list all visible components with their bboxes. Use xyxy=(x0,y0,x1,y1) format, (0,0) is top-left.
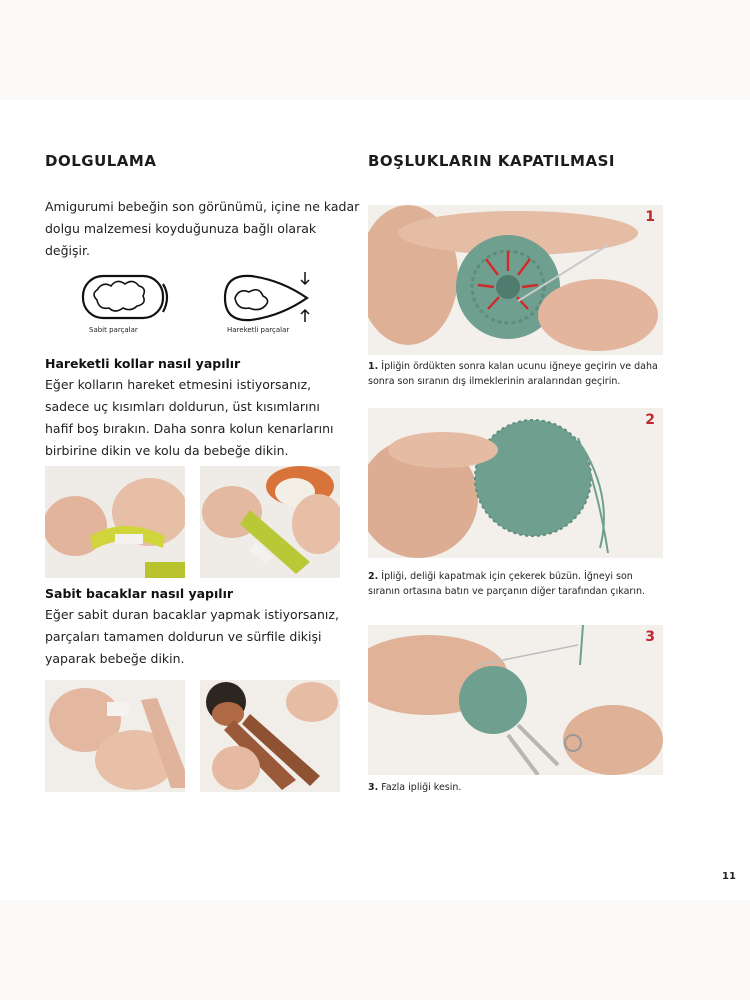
step-3-number: 3 xyxy=(645,629,655,645)
step-1-caption-text: İpliğin ördükten sonra kalan ucunu iğneye geçirin ve daha sonra son sıranın dış ilmeklerinin aralarından geçirin. xyxy=(368,361,658,387)
step-2-caption-text: İpliği, deliği kapatmak için çekerek büzün. İğneyi son sıranın ortasına batın ve parçanın diğer tarafından çıkarın. xyxy=(368,571,646,597)
step-3-caption-text: Fazla ipliği kesin. xyxy=(381,782,462,793)
step-2-photo-art xyxy=(368,408,663,558)
moving-parts-label: Hareketli parçalar xyxy=(227,326,290,334)
step-1-number: 1 xyxy=(645,209,655,225)
step-1-caption-number: 1. xyxy=(368,361,379,372)
step-2-caption-number: 2. xyxy=(368,571,379,582)
page-number: 11 xyxy=(722,871,736,882)
leg-photo-1 xyxy=(45,680,185,792)
step-2-photo xyxy=(368,408,663,558)
stuffing-diagram xyxy=(75,266,315,338)
step-2-caption xyxy=(368,569,658,599)
arm-photo-2 xyxy=(200,466,340,578)
arms-subheading: Hareketli kollar nasıl yapılır xyxy=(45,356,241,371)
step-3-caption xyxy=(368,780,658,795)
left-heading: DOLGULAMA xyxy=(45,152,157,170)
leg-photo-1-art xyxy=(45,680,185,792)
arm-photo-2-art xyxy=(200,466,340,578)
leg-photo-2 xyxy=(200,680,340,792)
step-3-caption-number: 3. xyxy=(368,782,379,793)
legs-subheading: Sabit bacaklar nasıl yapılır xyxy=(45,586,234,601)
legs-text: Eğer sabit duran bacaklar yapmak istiyorsanız, parçaları tamamen doldurun ve sürfile dikişi yaparak bebeğe dikin. xyxy=(45,607,339,666)
step-3-photo-art xyxy=(368,625,663,775)
step-1-photo-art xyxy=(368,205,663,355)
fixed-parts-label: Sabit parçalar xyxy=(89,326,138,334)
step-3-photo xyxy=(368,625,663,775)
arm-photo-1 xyxy=(45,466,185,578)
arms-text: Eğer kolların hareket etmesini istiyorsanız, sadece uç kısımları doldurun, üst kısımlarını hafif boş bırakın. Daha sonra kolun kenarlarını birbirine dikin ve kolu da bebeğe dikin. xyxy=(45,377,334,458)
leg-photo-2-art xyxy=(200,680,340,792)
step-1-photo xyxy=(368,205,663,355)
step-1-caption xyxy=(368,359,658,389)
left-intro: Amigurumi bebeğin son görünümü, içine ne kadar dolgu malzemesi koyduğunuza bağlı olarak değişir. xyxy=(45,199,360,258)
arm-photo-1-art xyxy=(45,466,185,578)
book-page xyxy=(0,100,750,900)
right-heading: BOŞLUKLARIN KAPATILMASI xyxy=(368,152,615,170)
step-2-number: 2 xyxy=(645,412,655,428)
